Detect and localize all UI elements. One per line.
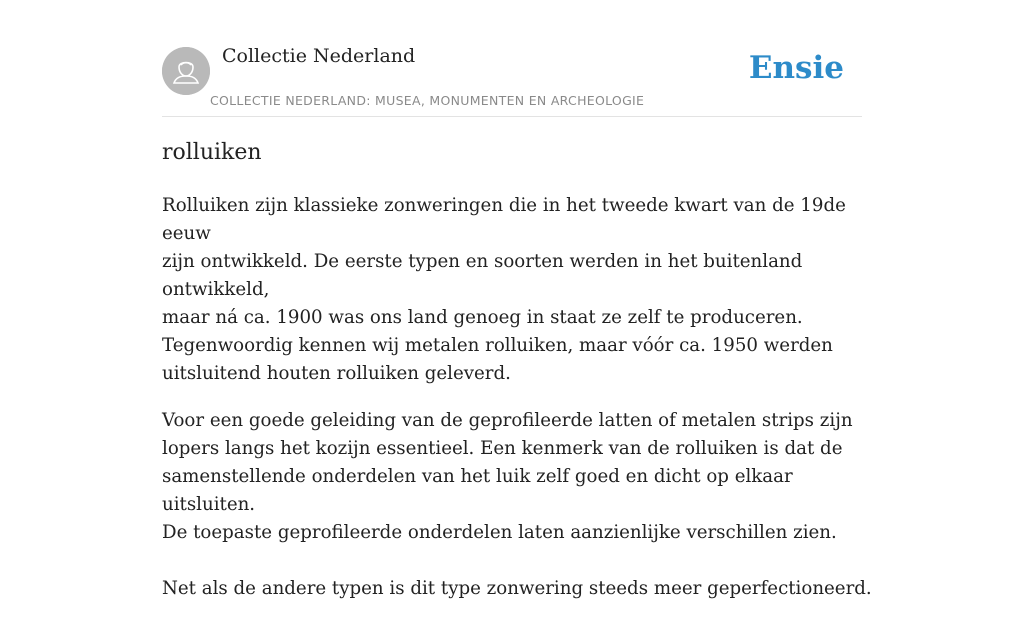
user-avatar-icon[interactable] bbox=[162, 47, 210, 95]
article-page bbox=[162, 0, 872, 599]
article-body bbox=[162, 192, 874, 622]
user-avatar-icon-graphic bbox=[162, 47, 210, 95]
article-title: rolluiken bbox=[162, 140, 262, 165]
source-label[interactable]: COLLECTIE NEDERLAND: MUSEA, MONUMENTEN EN ARCHEOLOGIE bbox=[210, 93, 645, 108]
ensie-logo-link[interactable]: Ensie bbox=[748, 50, 844, 86]
article-header bbox=[162, 0, 862, 117]
author-name-link[interactable]: Collectie Nederland bbox=[222, 45, 416, 67]
article-paragraph: Voor een goede geleiding van de geprofileerde latten of metalen strips zijn lopers langs het kozijn essentieel. Een kenmerk van de rolluiken is dat de samenstellende onderdelen van het luik zelf goed en dicht op elkaar uitsluiten. De toepaste geprofileerde onderdelen laten aanzienlijke verschillen zien. Net als de andere typen is dit type zonwering steeds meer geperfectioneerd. bbox=[162, 410, 872, 599]
article-paragraph: Rolluiken zijn klassieke zonweringen die in het tweede kwart van de 19de eeuw zijn ontwikkeld. De eerste typen en soorten werden in het buitenland ontwikkeld, maar ná ca. 1900 was ons land genoeg in staat ze zelf te produceren. Tegenwoordig kennen wij metalen rolluiken, maar vóór ca. 1950 werden uitsluitend houten rolluiken geleverd. bbox=[162, 195, 846, 384]
